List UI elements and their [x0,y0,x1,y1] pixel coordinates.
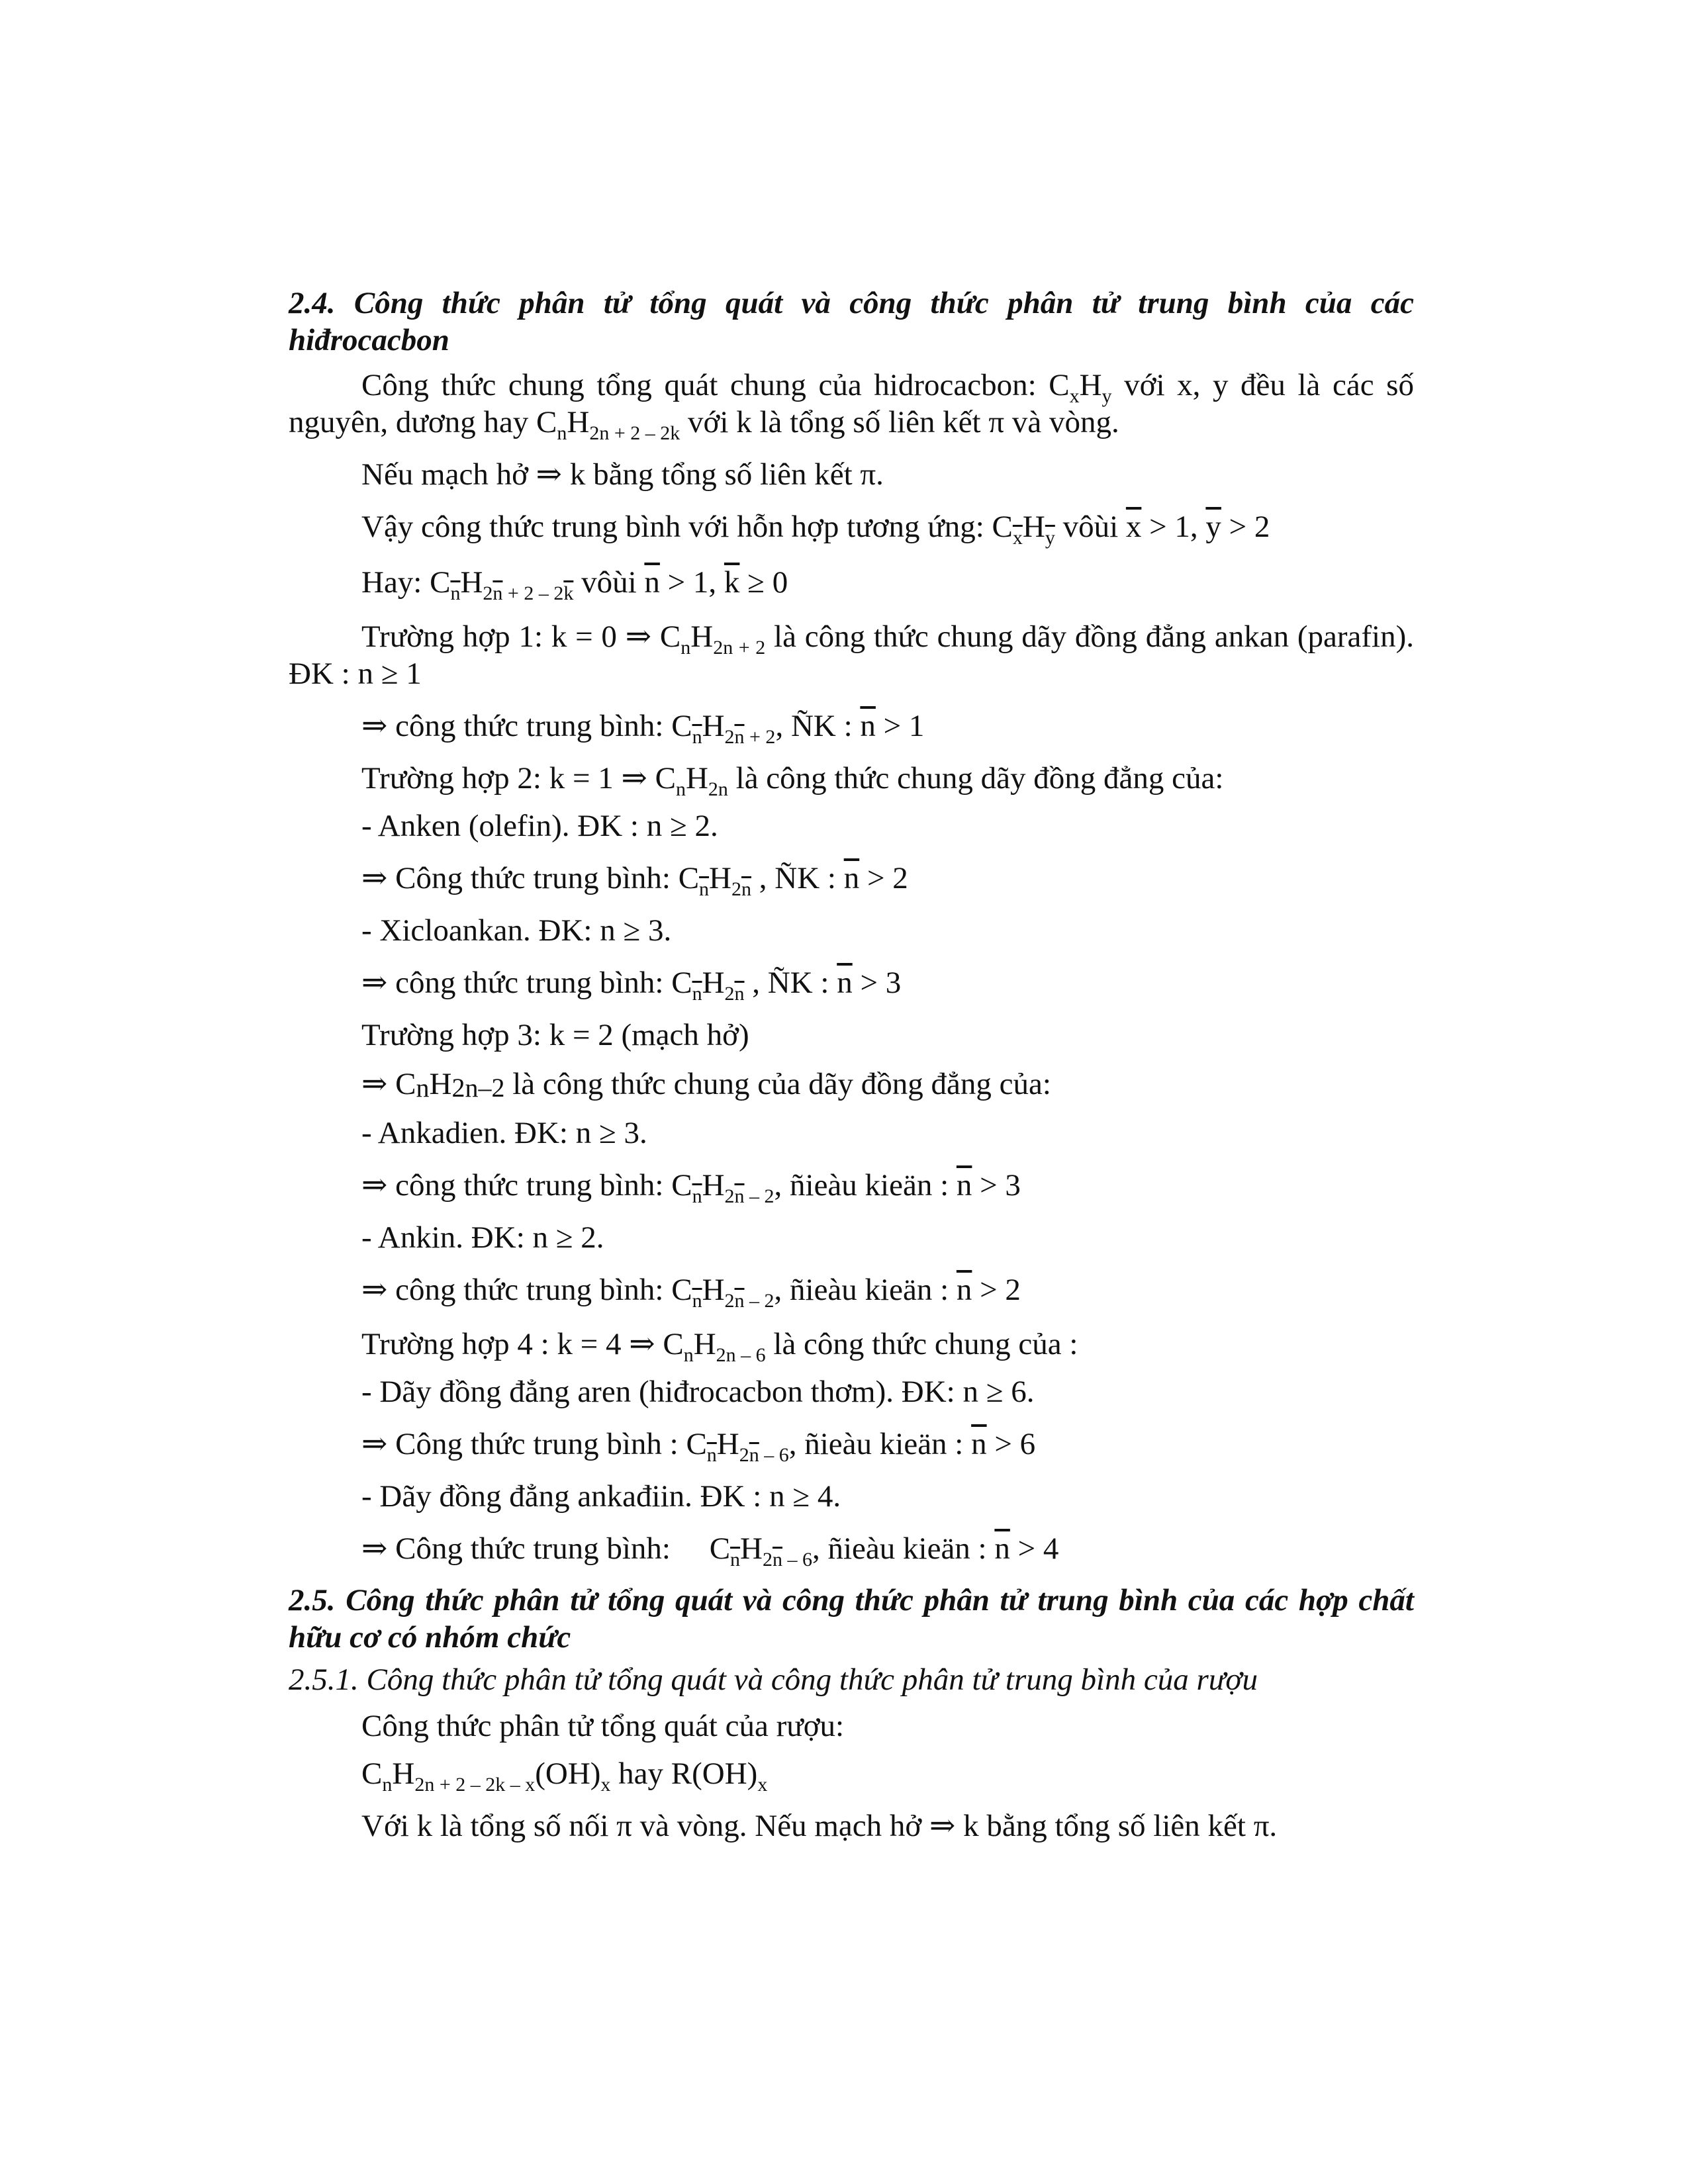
hay-formula-line: Hay: $C_{\overline{n}}H_{2\overline{n} + 2 - 2\overline{k}}$ vôùi $\overline{n} > 1$, $\overline{k} \ge 0$ [361,565,788,604]
ankadiin-average-line: ⇒ Công thức trung bình: $C_{\overline{n}}H_{2\overline{n} - 6}$, ñieàu kieän : $\overline{n} > 4$ [361,1531,1059,1570]
xicloankan-average-line: ⇒ công thức trung bình: $C_{\overline{n}}H_{2\overline{n}}$ , ÑK : $\overline{n} > 3$ [361,966,902,1005]
section-heading-2-5: 2.5. Công thức phân tử tổng quát và công thức phân tử trung bình của các hợp chất hữu cơ có nhóm chức [289,1583,1414,1655]
alcohol-general-line: Công thức phân tử tổng quát của rượu: [361,1709,845,1743]
ankadien-line: - Ankadien. ĐK: n ≥ 3. [361,1116,647,1150]
case-3-line: Trường hợp 3: k = 2 (mạch hở) [361,1018,749,1052]
alcohol-formula-line: $C_nH_{2n + 2 - 2k - x}(OH)_x$ hay $R(OH)_x$ [361,1756,768,1796]
anken-average-line: ⇒ Công thức trung bình: $C_{\overline{n}}H_{2\overline{n}}$ , ÑK : $\overline{n} > 2$ [361,861,908,900]
case-2-line: Trường hợp 2: k = 1 ⇒ $C_nH_{2n}$ là công thức chung dãy đồng đẳng của: [361,761,1224,800]
average-formula-line: Vậy công thức trung bình với hỗn hợp tương ứng: $C_{\overline{x}}H_{\overline{y}}$ vôùi $\overline{x} > 1$, $\overline{y} > 2$ [361,510,1270,549]
ankin-line: - Ankin. ĐK: n ≥ 2. [361,1220,604,1255]
case-1-paragraph: Trường hợp 1: k = 0 ⇒ $C_nH_{2n + 2}$ là công thức chung dãy đồng đẳng ankan (parafin). ĐK : n ≥ 1 [289,619,1415,691]
intro-paragraph: Công thức chung tổng quát chung của hidrocacbon: $C_xH_y$ với x, y đều là các số nguyên, dương hay $C_nH_{2n + 2 - 2k}$ với k là tổng số liên kết π và vòng. [289,368,1414,444]
subsection-heading-2-5-1: 2.5.1. Công thức phân tử tổng quát và công thức phân tử trung bình của rượu [289,1662,1258,1697]
ankin-average-line: ⇒ công thức trung bình: $C_{\overline{n}}H_{2\overline{n} - 2}$, ñieàu kieän : $\overline{n} > 2$ [361,1273,1021,1312]
case-1-average-line: ⇒ công thức trung bình: $C_{\overline{n}}H_{2\overline{n} + 2}$, ÑK : $\overline{n} > 1$ [361,709,925,748]
alcohol-note-line: Với k là tổng số nối π và vòng. Nếu mạch hở ⇒ k bằng tổng số liên kết π. [361,1809,1278,1843]
case-3-formula-line: ⇒ $C_nH_{2n-2}$ là công thức chung của dãy đồng đẳng của: [361,1067,1051,1103]
aren-average-line: ⇒ Công thức trung bình : $C_{\overline{n}}H_{2\overline{n} - 6}$, ñieàu kieän : $\overline{n} > 6$ [361,1427,1036,1466]
ankadiin-line: - Dãy đồng đẳng ankađiin. ĐK : n ≥ 4. [361,1479,841,1514]
anken-line: - Anken (olefin). ĐK : n ≥ 2. [361,809,718,843]
case-4-line: Trường hợp 4 : k = 4 ⇒ $C_nH_{2n - 6}$ là công thức chung của : [361,1327,1078,1366]
xicloankan-line: - Xicloankan. ĐK: n ≥ 3. [361,913,672,948]
document-page [289,285,1414,1844]
aren-line: - Dãy đồng đẳng aren (hiđrocacbon thơm). ĐK: n ≥ 6. [361,1375,1035,1409]
section-heading-2-4: 2.4. Công thức phân tử tổng quát và công thức phân tử trung bình của các hiđrocacbon [289,286,1414,357]
open-chain-line: Nếu mạch hở ⇒ k bằng tổng số liên kết π. [361,457,884,492]
ankadien-average-line: ⇒ công thức trung bình: $C_{\overline{n}}H_{2\overline{n} - 2}$, ñieàu kieän : $\overline{n} > 3$ [361,1168,1021,1207]
